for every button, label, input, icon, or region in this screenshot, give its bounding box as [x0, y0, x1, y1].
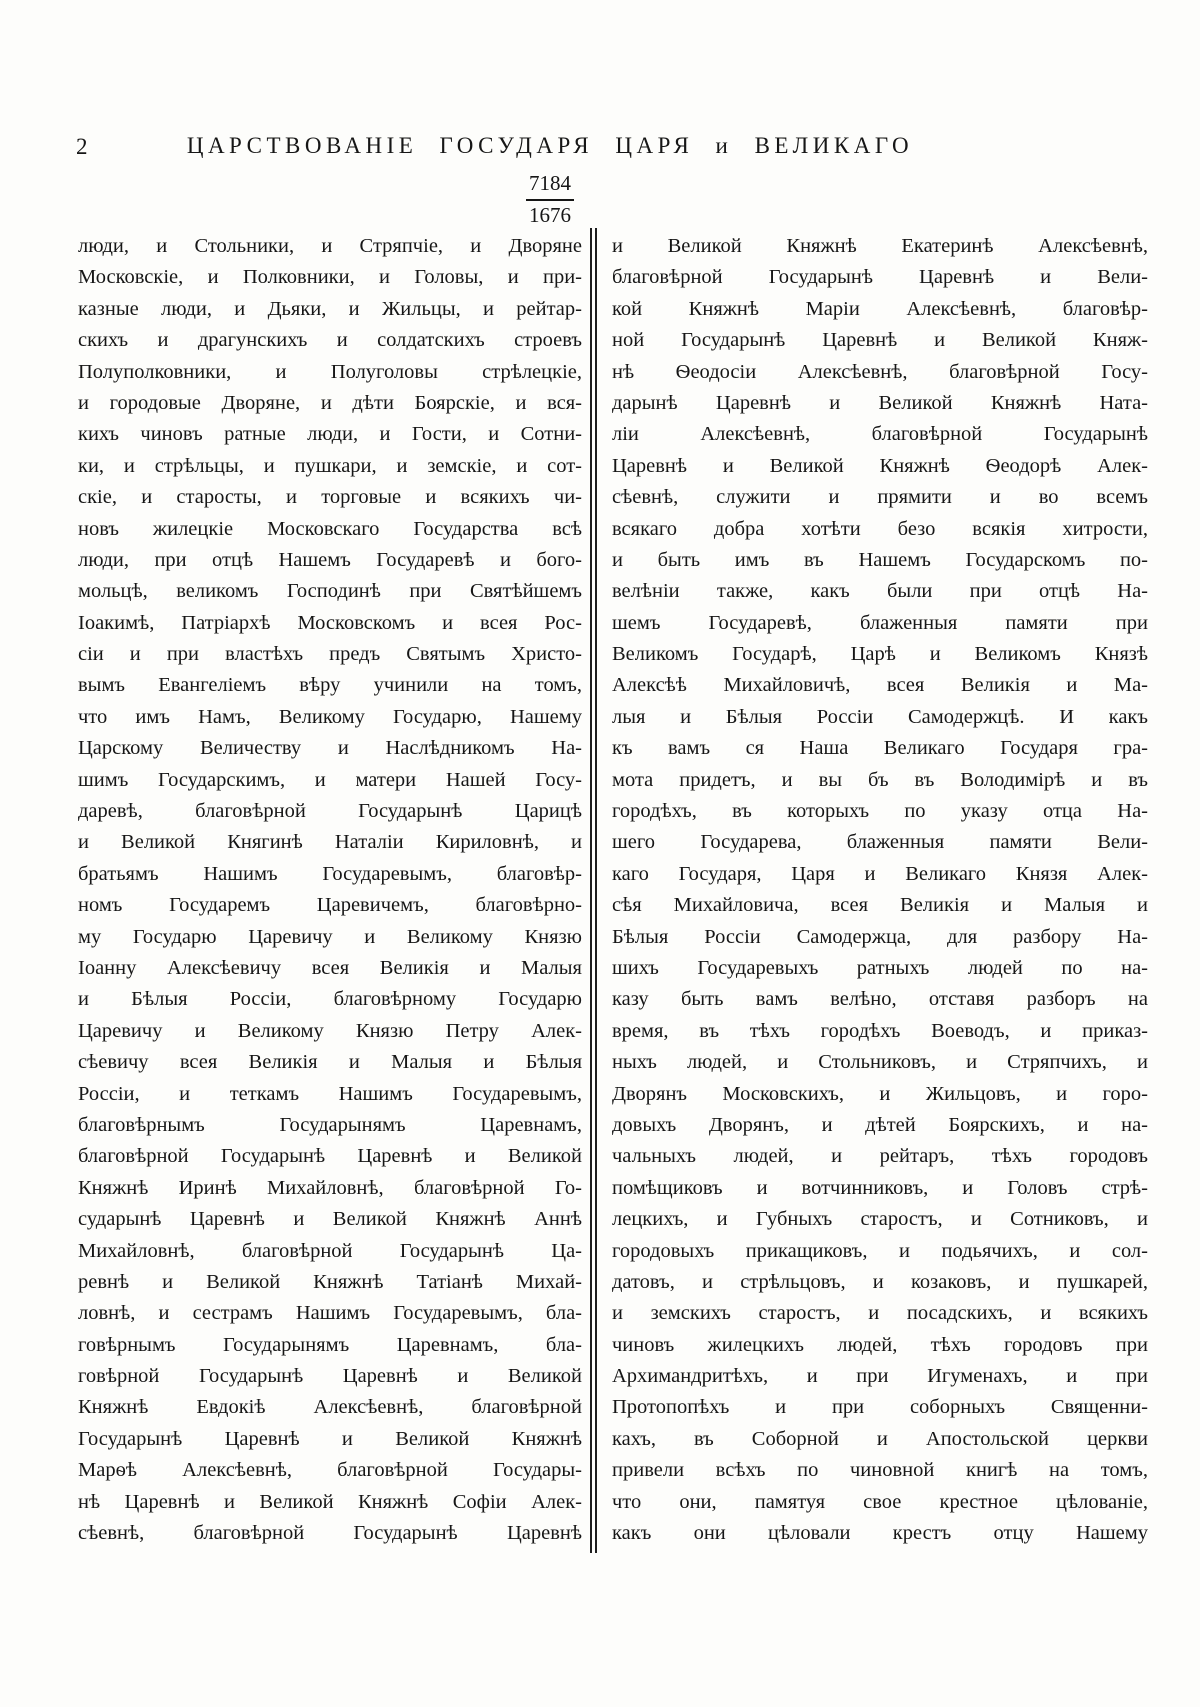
- text-line: помѣщиковъ и вотчинниковъ, и Головъ стрѣ-: [612, 1176, 1148, 1199]
- text-column-right: [612, 231, 1148, 1549]
- text-line: мольцѣ, великомъ Господинѣ при Святѣйшемъ: [78, 580, 582, 603]
- text-line: вымъ Евангеліемъ вѣру учинили на томъ,: [78, 674, 582, 697]
- text-line: ныхъ людей, и Стольниковъ, и Стряпчихъ, и: [612, 1051, 1148, 1074]
- text-line: новъ жилецкіе Московскаго Государства всѣ: [78, 517, 582, 540]
- text-line: Княжнѣ Иринѣ Михайловнѣ, благовѣрной Го-: [78, 1176, 582, 1199]
- text-line: Протопопѣхъ и при соборныхъ Священни-: [612, 1396, 1148, 1419]
- text-line: кахъ, въ Соборной и Апостольской церкви: [612, 1427, 1148, 1450]
- text-line: чиновъ жилецкихъ людей, тѣхъ городовъ при: [612, 1333, 1148, 1356]
- text-line: городовыхъ прикащиковъ, и подьячихъ, и сол-: [612, 1239, 1148, 1262]
- text-line: лецкихъ, и Губныхъ старостъ, и Сотниковъ, и: [612, 1208, 1148, 1231]
- text-line: Архимандритѣхъ, и при Игуменахъ, и при: [612, 1365, 1148, 1388]
- text-line: Царевнѣ и Великой Княжнѣ Ѳеодорѣ Алек-: [612, 454, 1148, 477]
- text-line: кой Княжнѣ Маріи Алексѣевнѣ, благовѣр-: [612, 297, 1148, 320]
- text-line: Московскіе, и Полковники, и Головы, и при-: [78, 266, 582, 289]
- text-line: казу быть вамъ велѣно, отставя разборъ на: [612, 988, 1148, 1011]
- text-line: Іоанну Алексѣевичу всея Великія и Малыя: [78, 956, 582, 979]
- text-line: Государынѣ Царевнѣ и Великой Княжнѣ: [78, 1427, 582, 1450]
- text-line: каго Государя, Царя и Великаго Князя Алек-: [612, 862, 1148, 885]
- text-line: ной Государынѣ Царевнѣ и Великой Княж-: [612, 329, 1148, 352]
- text-line: Алексѣѣ Михайловичѣ, всея Великія и Ма-: [612, 674, 1148, 697]
- text-column-left: [78, 231, 582, 1549]
- text-line: что имъ Намъ, Великому Государю, Нашему: [78, 705, 582, 728]
- text-line: сѣевнѣ, служити и прямити и во всемъ: [612, 486, 1148, 509]
- text-line: какъ они цѣловали крестъ отцу Нашему: [612, 1522, 1148, 1545]
- text-line: и Великой Княжнѣ Екатеринѣ Алексѣевнѣ,: [612, 235, 1148, 257]
- text-line: Полуполковники, и Полуголовы стрѣлецкіе,: [78, 360, 582, 383]
- text-line: номъ Государемъ Царевичемъ, благовѣрно-: [78, 894, 582, 917]
- text-line: городѣхъ, въ которыхъ по указу отца На-: [612, 800, 1148, 823]
- text-line: и Великой Княгинѣ Наталіи Кириловнѣ, и: [78, 831, 582, 854]
- year-numerator: 7184: [526, 170, 574, 201]
- text-line: ки, и стрѣльцы, и пушкари, и земскіе, и сот-: [78, 454, 582, 477]
- text-line: и быть имъ въ Нашемъ Государскомъ по-: [612, 548, 1148, 571]
- text-line: братьямъ Нашимъ Государевымъ, благовѣр-: [78, 862, 582, 885]
- text-line: шемъ Государевѣ, блаженныя памяти при: [612, 611, 1148, 634]
- text-line: сѣя Михайловича, всея Великія и Малыя и: [612, 894, 1148, 917]
- year-denominator: 1676: [529, 203, 571, 227]
- text-line: Марѳѣ Алексѣевнѣ, благовѣрной Государы-: [78, 1459, 582, 1482]
- text-line: лыя и Бѣлыя Россіи Самодержцѣ. И какъ: [612, 705, 1148, 728]
- text-line: благовѣрной Государынѣ Царевнѣ и Великой: [78, 1145, 582, 1168]
- text-line: и Бѣлыя Россіи, благовѣрному Государю: [78, 988, 582, 1011]
- text-line: сѣевнѣ, благовѣрной Государынѣ Царевнѣ: [78, 1522, 582, 1545]
- text-line: говѣрнымъ Государынямъ Царевнамъ, бла-: [78, 1333, 582, 1356]
- text-line: даревѣ, благовѣрной Государынѣ Царицѣ: [78, 800, 582, 823]
- text-line: Россіи, и теткамъ Нашимъ Государевымъ,: [78, 1082, 582, 1105]
- text-line: шимъ Государскимъ, и матери Нашей Госу-: [78, 768, 582, 791]
- text-line: дарынѣ Царевнѣ и Великой Княжнѣ Ната-: [612, 391, 1148, 414]
- text-line: нѣ Царевнѣ и Великой Княжнѣ Софіи Алек-: [78, 1490, 582, 1513]
- text-line: благовѣрной Государынѣ Царевнѣ и Вели-: [612, 266, 1148, 289]
- text-line: шихъ Государевыхъ ратныхъ людей по на-: [612, 956, 1148, 979]
- text-line: ліи Алексѣевнѣ, благовѣрной Государынѣ: [612, 423, 1148, 446]
- column-divider-rule: [590, 228, 597, 1553]
- text-line: сударынѣ Царевнѣ и Великой Княжнѣ Аннѣ: [78, 1208, 582, 1231]
- text-line: скіе, и старосты, и торговые и всякихъ чи-: [78, 486, 582, 509]
- text-line: мота придетъ, и вы бъ въ Володимірѣ и въ: [612, 768, 1148, 791]
- text-line: довыхъ Дворянъ, и дѣтей Боярскихъ, и на-: [612, 1113, 1148, 1136]
- text-line: Михайловнѣ, благовѣрной Государынѣ Ца-: [78, 1239, 582, 1262]
- text-line: люди, и Стольники, и Стряпчіе, и Дворяне: [78, 235, 582, 257]
- text-line: му Государю Царевичу и Великому Князю: [78, 925, 582, 948]
- text-line: казные люди, и Дьяки, и Жильцы, и рейтар-: [78, 297, 582, 320]
- text-line: датовъ, и стрѣльцовъ, и козаковъ, и пушкарей,: [612, 1270, 1148, 1293]
- text-line: скихъ и драгунскихъ и солдатскихъ строевъ: [78, 329, 582, 352]
- text-line: и земскихъ старостъ, и посадскихъ, и всякихъ: [612, 1302, 1148, 1325]
- text-line: чальныхъ людей, и рейтаръ, тѣхъ городовъ: [612, 1145, 1148, 1168]
- text-line: что они, памятуя свое крестное цѣлованіе,: [612, 1490, 1148, 1513]
- text-line: привели всѣхъ по чиновной книгѣ на томъ,: [612, 1459, 1148, 1482]
- year-fraction: [526, 170, 574, 229]
- text-line: говѣрной Государынѣ Царевнѣ и Великой: [78, 1365, 582, 1388]
- page-number: 2: [76, 134, 89, 159]
- running-head: ЦАРСТВОВАНІЕ ГОСУДАРЯ ЦАРЯ и ВЕЛИКАГО: [186, 133, 914, 158]
- text-line: къ вамъ ся Наша Великаго Государя гра-: [612, 737, 1148, 760]
- text-line: Княжнѣ Евдокіѣ Алексѣевнѣ, благовѣрной: [78, 1396, 582, 1419]
- text-line: велѣніи также, какъ были при отцѣ На-: [612, 580, 1148, 603]
- text-line: Царевичу и Великому Князю Петру Алек-: [78, 1019, 582, 1042]
- text-line: шего Государева, блаженныя памяти Вели-: [612, 831, 1148, 854]
- text-line: ревнѣ и Великой Княжнѣ Татіанѣ Михай-: [78, 1270, 582, 1293]
- text-line: Іоакимѣ, Патріархѣ Московскомъ и всея Рос-: [78, 611, 582, 634]
- text-line: Великомъ Государѣ, Царѣ и Великомъ Князѣ: [612, 643, 1148, 666]
- text-line: сіи и при властѣхъ предъ Святымъ Христо-: [78, 643, 582, 666]
- text-line: благовѣрнымъ Государынямъ Царевнамъ,: [78, 1113, 582, 1136]
- date-fraction: [0, 170, 1100, 229]
- text-line: Бѣлыя Россіи Самодержца, для разбору На-: [612, 925, 1148, 948]
- text-line: ловнѣ, и сестрамъ Нашимъ Государевымъ, бла-: [78, 1302, 582, 1325]
- text-line: Царскому Величеству и Наслѣдникомъ На-: [78, 737, 582, 760]
- text-line: время, въ тѣхъ городѣхъ Воеводъ, и приказ-: [612, 1019, 1148, 1042]
- text-line: и городовые Дворяне, и дѣти Боярскіе, и вся-: [78, 391, 582, 414]
- text-line: Дворянъ Московскихъ, и Жильцовъ, и горо-: [612, 1082, 1148, 1105]
- text-line: сѣевичу всея Великія и Малыя и Бѣлыя: [78, 1051, 582, 1074]
- text-line: кихъ чиновъ ратные люди, и Гости, и Сотни-: [78, 423, 582, 446]
- text-line: всякаго добра хотѣти безо всякія хитрости,: [612, 517, 1148, 540]
- text-line: нѣ Ѳеодосіи Алексѣевнѣ, благовѣрной Госу-: [612, 360, 1148, 383]
- text-line: люди, при отцѣ Нашемъ Государевѣ и бого-: [78, 548, 582, 571]
